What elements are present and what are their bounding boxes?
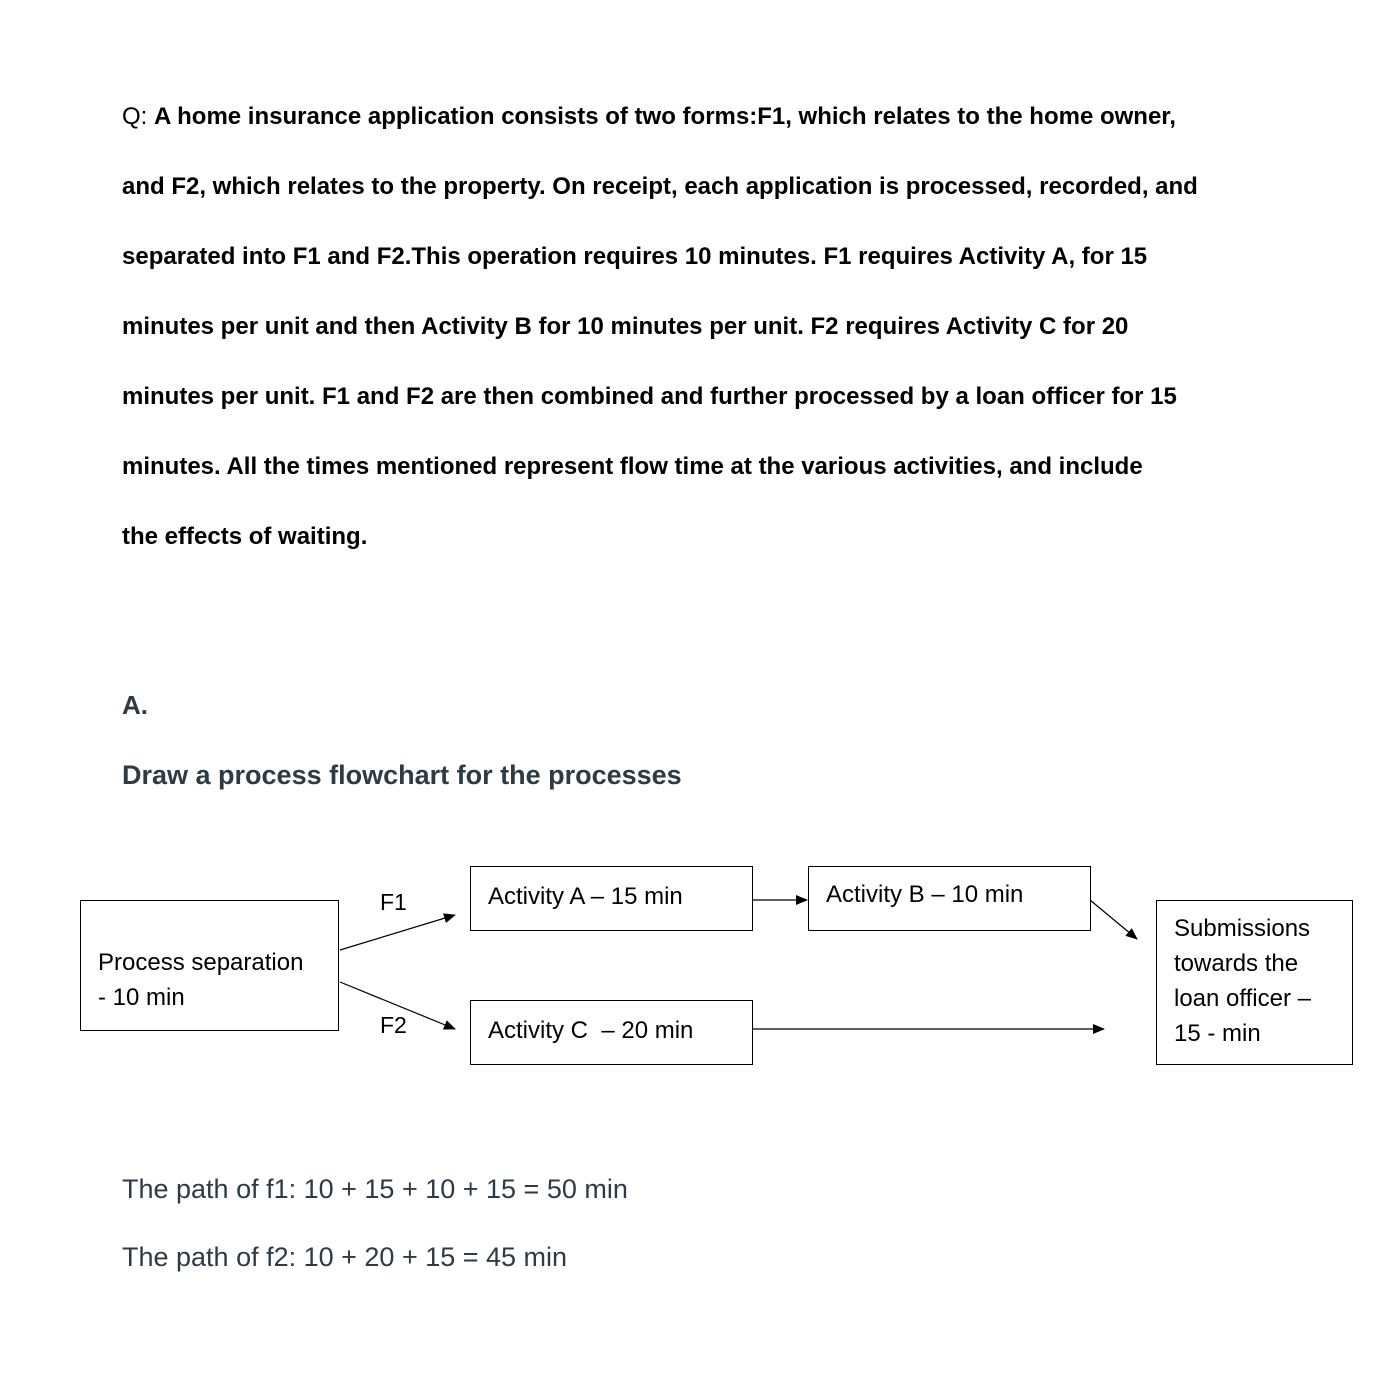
process-separation-box [80, 900, 339, 1031]
path-f2: The path of f2: 10 + 20 + 15 = 45 min [122, 1242, 568, 1272]
activity-b-label: Activity B – 10 min [826, 881, 1024, 908]
question-line-1: Q: A home insurance application consists of two forms:F1, which relates to the home owner, [122, 103, 1176, 130]
question-line-3: separated into F1 and F2.This operation requires 10 minutes. F1 requires Activity A, for 15 [122, 243, 1148, 270]
loan-officer-line-4: 15 - min [1174, 1020, 1261, 1047]
section-heading: Draw a process flowchart for the processes [122, 760, 682, 790]
question-line-2: and F2, which relates to the property. On receipt, each application is processed, recorded, and [122, 173, 1198, 200]
question-line-4: minutes per unit and then Activity B for 10 minutes per unit. F2 requires Activity C for 20 [122, 313, 1129, 340]
loan-officer-line-1: Submissions [1174, 915, 1311, 942]
arrow-separation-to-activity-a [340, 915, 455, 950]
section-letter: A. [122, 690, 148, 720]
loan-officer-line-2: towards the [1174, 950, 1299, 977]
path-f1: The path of f1: 10 + 15 + 10 + 15 = 50 min [122, 1174, 628, 1204]
activity-c-box [470, 1000, 753, 1065]
activity-a-label: Activity A – 15 min [488, 883, 683, 910]
loan-officer-box [1156, 900, 1353, 1065]
branch-label-f1: F1 [380, 889, 407, 915]
activity-a-box [470, 866, 753, 931]
arrow-activity-b-to-loan-officer [1090, 900, 1137, 939]
branch-label-f2: F2 [380, 1012, 407, 1038]
question-line-6: minutes. All the times mentioned represent flow time at the various activities, and include [122, 453, 1143, 480]
question-line-7: the effects of waiting. [122, 523, 368, 550]
process-separation-line-2: - 10 min [98, 984, 185, 1011]
process-separation-line-1: Process separation [98, 949, 304, 976]
question-line-5: minutes per unit. F1 and F2 are then combined and further processed by a loan officer for 15 [122, 383, 1177, 410]
loan-officer-line-3: loan officer – [1174, 985, 1311, 1012]
activity-b-box [808, 866, 1091, 931]
question-prefix: Q: [122, 103, 155, 130]
activity-c-label: Activity C – 20 min [488, 1017, 694, 1044]
